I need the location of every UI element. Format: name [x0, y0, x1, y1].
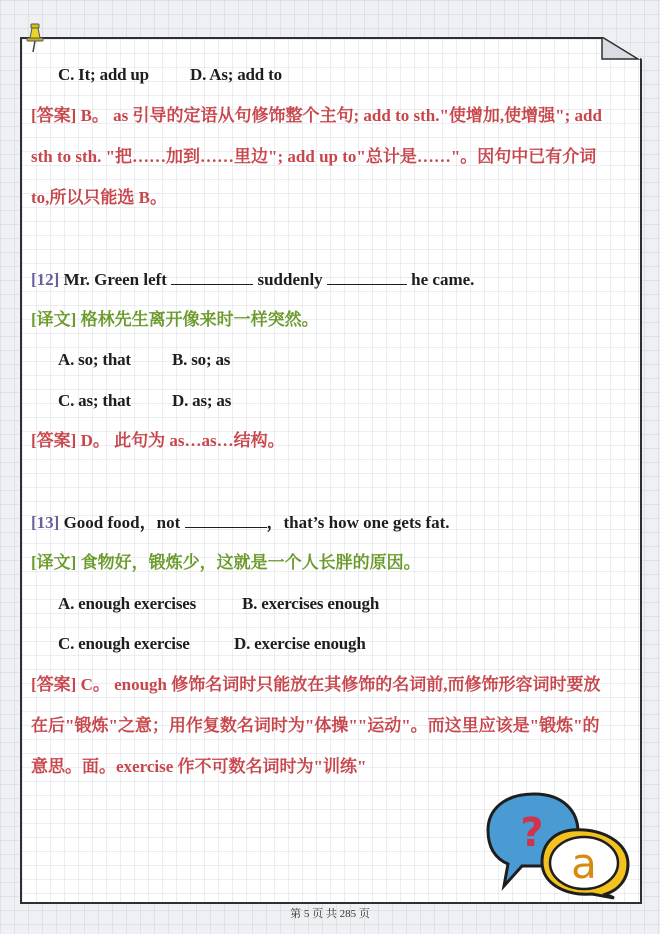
q13-option-d: D. exercise enough	[234, 634, 366, 653]
q13-question	[31, 511, 450, 534]
folded-corner-icon	[600, 37, 640, 61]
q13-options-ab	[58, 593, 380, 615]
page-footer: 第 5 页 共 285 页	[290, 908, 370, 920]
q11-option-c: C. It; add up	[58, 65, 149, 84]
q12-blank-1	[171, 268, 253, 285]
q11-option-d: D. As; add to	[190, 65, 282, 84]
answer-letter-glyph: a	[571, 839, 597, 888]
q12-options-ab	[58, 349, 231, 371]
qa-speech-bubbles-icon	[482, 790, 642, 900]
q12-question	[31, 268, 474, 291]
q13-answer-line1: [答案] C。 enough 修饰名词时只能放在其修饰的名词前,而修饰形容词时要放	[31, 675, 601, 694]
q11-options-cd	[58, 64, 282, 86]
q13-text-b: ，that’s how one gets fat.	[266, 513, 450, 532]
q12-options-cd	[58, 390, 232, 412]
q13-answer-line3: 意思。面。exercise 作不可数名词时为"训练"	[31, 757, 367, 776]
q11-answer-line2: sth to sth. "把……加到……里边"; add up to"总计是……"。因句中已有介词	[31, 147, 597, 166]
q11-answer-line3: to,所以只能选 B。	[31, 188, 167, 207]
pushpin-icon	[22, 22, 48, 54]
q13-blank	[185, 511, 267, 528]
q12-number: [12]	[31, 270, 60, 289]
answer-bubble-icon	[542, 830, 628, 898]
q13-option-c: C. enough exercise	[58, 634, 190, 653]
q13-option-b: B. exercises enough	[242, 594, 380, 613]
q12-option-d: D. as; as	[172, 391, 232, 410]
q12-answer: [答案] D。 此句为 as…as…结构。	[31, 431, 285, 450]
q12-option-c: C. as; that	[58, 391, 131, 410]
question-mark-glyph: ?	[520, 810, 544, 856]
q12-translation: [译文] 格林先生离开像来时一样突然。	[31, 310, 319, 329]
q12-option-a: A. so; that	[58, 350, 131, 369]
q13-answer-line2: 在后"锻炼"之意；用作复数名词时为"体操""运动"。而这里应该是"锻炼"的	[31, 716, 600, 735]
q13-text-a: Good food，not	[59, 513, 185, 532]
q11-answer-line1: [答案] B。 as 引导的定语从句修饰整个主句; add to sth."使增加,使增强"; add	[31, 106, 602, 125]
q13-options-cd	[58, 633, 366, 655]
q12-text-b: suddenly	[253, 270, 327, 289]
q12-text-c: he came.	[406, 270, 475, 289]
q13-number: [13]	[31, 513, 60, 532]
q13-translation: [译文] 食物好，锻炼少，这就是一个人长胖的原因。	[31, 553, 421, 572]
q12-text-a: Mr. Green left	[59, 270, 172, 289]
q13-option-a: A. enough exercises	[58, 594, 197, 613]
q12-option-b: B. so; as	[172, 350, 231, 369]
q12-blank-2	[327, 268, 407, 285]
